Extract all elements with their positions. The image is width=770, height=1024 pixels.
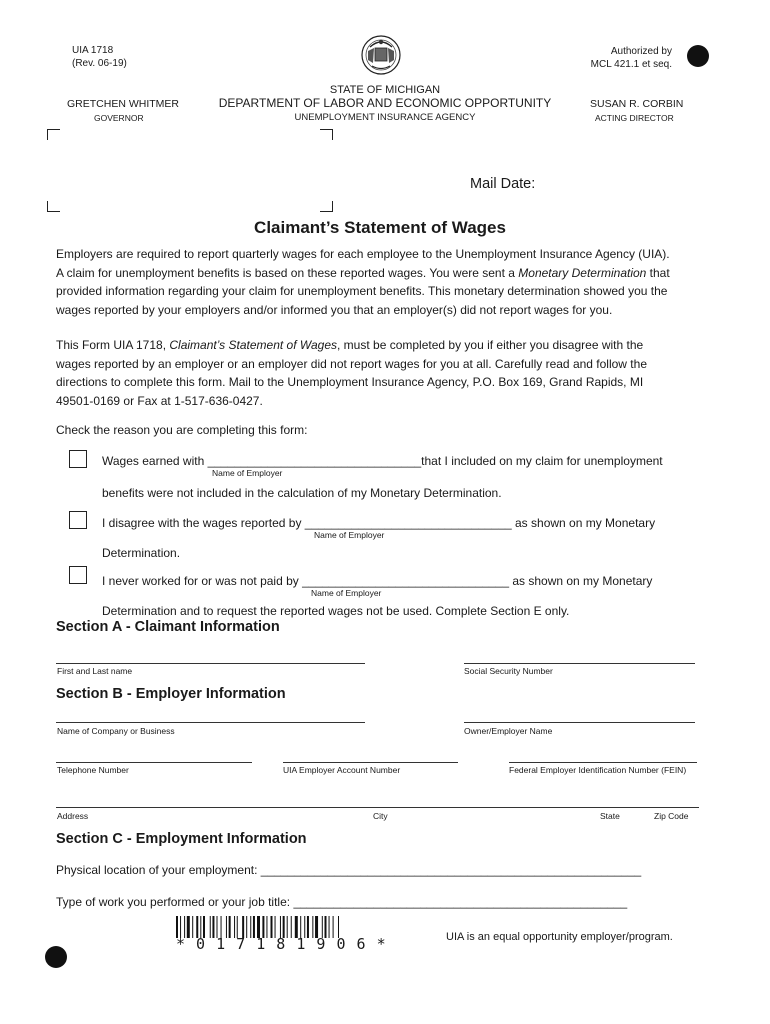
reason-1-text: Wages earned with ________________________________that I included on my claim for unemployment [102, 454, 663, 468]
barcode-text: * 0 1 7 1 8 1 9 0 6 * [176, 935, 387, 953]
form-id: UIA 1718 [72, 45, 114, 56]
agency-name: UNEMPLOYMENT INSURANCE AGENCY [294, 112, 476, 123]
claimant-name-label: First and Last name [57, 666, 133, 676]
claimant-name-field[interactable] [56, 663, 365, 664]
intro-p2-line1: This Form UIA 1718, Claimant’s Statement of Wages, must be completed by you if either you disagree with the [56, 338, 644, 352]
form-title: Claimant’s Statement of Wages [254, 218, 506, 237]
uia-account-label: UIA Employer Account Number [283, 765, 401, 775]
reason-1-checkbox[interactable] [69, 450, 87, 468]
section-c-title: Section C - Employment Information [56, 831, 307, 847]
reason-1-caption: Name of Employer [212, 468, 283, 478]
job-title-field[interactable]: __________________________________________________ [293, 895, 628, 909]
governor-name: GRETCHEN WHITMER [67, 98, 179, 110]
company-name-field[interactable] [56, 722, 365, 723]
intro-paragraph-1 [56, 245, 706, 319]
address-window-corner-br [320, 201, 333, 212]
reason-2-text: I disagree with the wages reported by _______________________________ as shown on my Monetary [102, 516, 656, 530]
authorized-by: Authorized by [610, 46, 672, 57]
intro-p2-line3: directions to complete this form. Mail to the Unemployment Insurance Agency, P.O. Box 169, Grand Rapids, MI [56, 375, 644, 390]
employment-location-row [56, 863, 641, 877]
reason-2-line2: Determination. [102, 546, 181, 560]
reason-3-caption: Name of Employer [311, 588, 382, 598]
mail-date-label: Mail Date: [470, 176, 536, 192]
telephone-field[interactable] [56, 762, 252, 763]
intro-p2-line4: 49501-0169 or Fax at 1-517-636-0427. [56, 393, 263, 408]
intro-p1-line3: provided information regarding your claim for unemployment benefits. This monetary determination showed you the [56, 284, 668, 299]
zip-label: Zip Code [654, 811, 689, 821]
job-title-label: Type of work you performed or your job title: [56, 895, 294, 909]
state-label: State [600, 811, 620, 821]
authorized-statute: MCL 421.1 et seq. [590, 59, 672, 70]
uia-account-field[interactable] [283, 762, 458, 763]
michigan-state-seal-icon [360, 33, 402, 77]
registration-mark-top [687, 45, 709, 67]
director-name: SUSAN R. CORBIN [590, 98, 684, 110]
address-field[interactable] [56, 807, 699, 808]
address-label: Address [57, 811, 89, 821]
fein-label: Federal Employer Identification Number (FEIN) [509, 765, 687, 775]
address-window-corner-tr [320, 129, 333, 140]
state-name: STATE OF MICHIGAN [329, 84, 441, 96]
ssn-field[interactable] [464, 663, 695, 664]
director-title: ACTING DIRECTOR [595, 113, 674, 123]
reason-prompt: Check the reason you are completing this form: [56, 423, 308, 437]
reason-3-line2: Determination and to request the reported wages not be used. Complete Section E only. [102, 604, 570, 618]
governor-title: GOVERNOR [94, 113, 144, 123]
intro-p1-line4: wages reported by your employers and/or informed you that an employer(s) did not report wages for you. [56, 302, 613, 317]
city-label: City [373, 811, 388, 821]
reason-3-text: I never worked for or was not paid by _______________________________ as shown on my Monetary [102, 574, 653, 588]
form-revision: (Rev. 06-19) [72, 58, 127, 69]
reason-1-line2: benefits were not included in the calculation of my Monetary Determination. [102, 486, 502, 500]
ssn-label: Social Security Number [464, 666, 553, 676]
reason-3-checkbox[interactable] [69, 566, 87, 584]
address-window-corner-bl [47, 201, 60, 212]
intro-paragraph-2 [56, 336, 706, 410]
employment-location-field[interactable]: _________________________________________________________ [260, 863, 642, 877]
employment-location-label: Physical location of your employment: [56, 863, 261, 877]
owner-name-label: Owner/Employer Name [464, 726, 553, 736]
address-window-corner-tl [47, 129, 60, 140]
telephone-label: Telephone Number [57, 765, 129, 775]
section-a-title: Section A - Claimant Information [56, 619, 280, 635]
intro-p1-line1: Employers are required to report quarterly wages for each employee to the Unemployment Insurance Agency (UIA). [56, 247, 670, 261]
company-name-label: Name of Company or Business [57, 726, 175, 736]
section-b-title: Section B - Employer Information [56, 686, 286, 702]
job-title-row [56, 895, 627, 909]
intro-p1-line2: A claim for unemployment benefits is based on these reported wages. You were sent a Monetary Determination that [56, 265, 670, 280]
intro-p2-line2: wages reported by an employer or an employer did not report wages for you at all. Carefully read and follow the [56, 356, 647, 371]
fein-field[interactable] [509, 762, 697, 763]
registration-mark-bottom [45, 946, 67, 968]
reason-2-caption: Name of Employer [314, 530, 385, 540]
reason-2-checkbox[interactable] [69, 511, 87, 529]
department-name: DEPARTMENT OF LABOR AND ECONOMIC OPPORTUNITY [218, 96, 552, 110]
equal-opportunity-statement: UIA is an equal opportunity employer/program. [446, 931, 673, 943]
owner-name-field[interactable] [464, 722, 695, 723]
